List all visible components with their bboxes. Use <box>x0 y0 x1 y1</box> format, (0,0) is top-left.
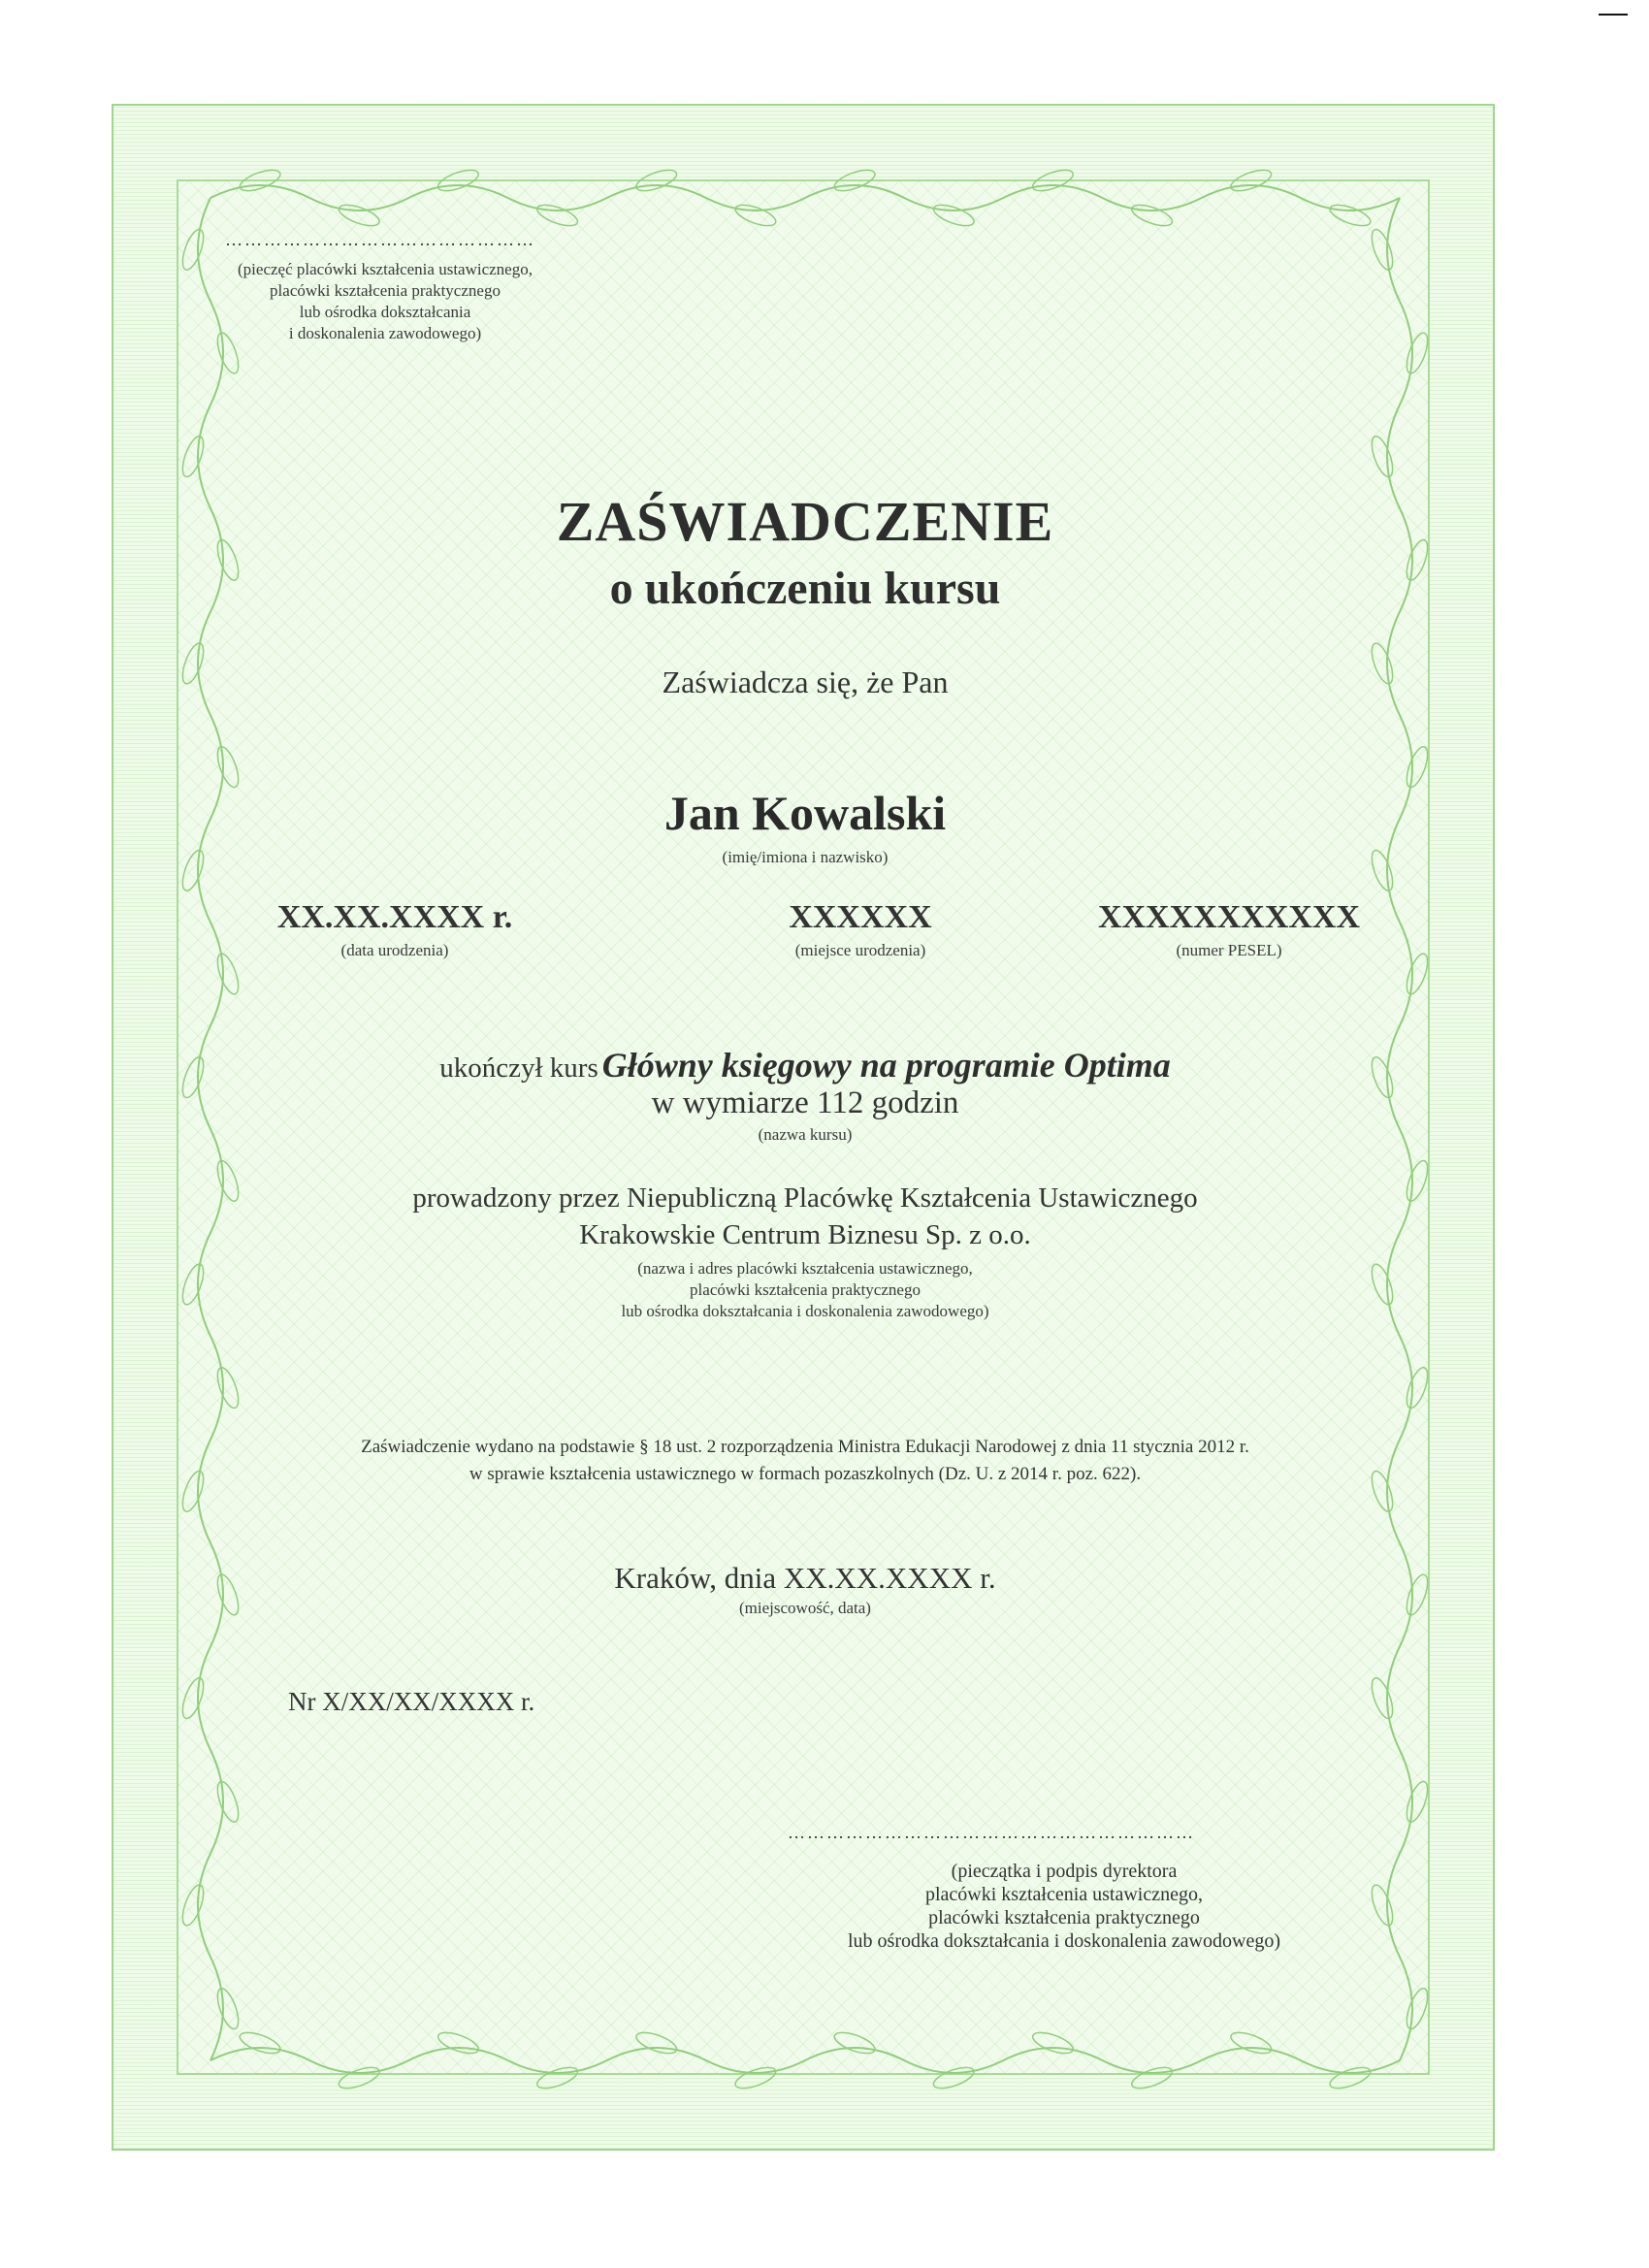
vine-leaf <box>534 2063 580 2092</box>
vine-leaf <box>534 201 580 230</box>
provider-caption: (nazwa i adres placówki kształcenia ustawicznego, placówki kształcenia praktycznego lub ośrodka dokształcania i doskonalenia zawodowego) <box>621 1259 989 1320</box>
vine-leaf <box>436 166 481 195</box>
pesel-number: XXXXXXXXXXX <box>1097 899 1361 935</box>
provider-line-1: prowadzony przez Niepubliczną Placówkę Kształcenia Ustawicznego <box>412 1183 1198 1214</box>
intro-text: Zaświadcza się, że Pan <box>662 664 949 699</box>
vine-path <box>210 2048 1400 2073</box>
course-line <box>113 1045 1497 1085</box>
vine-leaf <box>1403 744 1432 790</box>
certificate <box>112 104 1495 2151</box>
vine-leaf <box>213 1779 242 1825</box>
legal-basis-line-1: Zaświadczenie wydano na podstawie § 18 ust. 2 rozporządzenia Ministra Edukacji Narodowej z dnia 11 stycznia 2012 r. <box>361 1437 1249 1457</box>
vine-leaf <box>733 2063 779 2092</box>
page-title: ZAŚWIADCZENIE <box>556 490 1054 553</box>
vine-leaf <box>178 434 208 479</box>
vine-leaf <box>1129 2063 1175 2092</box>
page-subtitle: o ukończeniu kursu <box>609 563 1001 614</box>
course-hours: w wymiarze 112 godzin <box>651 1085 959 1120</box>
vine-leaf <box>1368 227 1397 273</box>
vine-leaf <box>238 166 283 195</box>
place-date: Kraków, dnia XX.XX.XXXX r. <box>614 1561 996 1595</box>
pesel-caption: (numer PESEL) <box>1176 941 1282 959</box>
person-name: Jan Kowalski <box>663 786 947 840</box>
vine-leaf <box>1403 331 1432 376</box>
provider-line-2: Krakowskie Centrum Biznesu Sp. z o.o. <box>579 1219 1031 1250</box>
corner-mark <box>1599 14 1628 16</box>
vine-leaf <box>733 201 779 230</box>
birth-place: XXXXXX <box>789 899 932 935</box>
vine-leaf <box>1030 2028 1076 2057</box>
vine-leaf <box>1368 434 1397 479</box>
vine-leaf <box>213 1986 242 2031</box>
certificate-number: Nr X/XX/XX/XXXX r. <box>288 1687 535 1716</box>
vine-leaf <box>436 2028 481 2057</box>
vine-leaf <box>213 952 242 997</box>
vine-leaf <box>1129 201 1175 230</box>
vine-leaf <box>931 201 977 230</box>
stamp-dots: ………………………………………… <box>225 230 535 249</box>
vine-leaf <box>1228 2028 1274 2057</box>
vine-leaf <box>832 166 878 195</box>
course-prefix: ukończył kurs <box>439 1053 598 1084</box>
course-caption: (nazwa kursu) <box>758 1125 853 1144</box>
vine-leaf <box>213 1365 242 1410</box>
vine-leaf <box>633 2028 679 2057</box>
vine-leaf <box>1403 1779 1432 1825</box>
person-name-caption: (imię/imiona i nazwisko) <box>722 848 889 866</box>
vine-leaf <box>633 166 679 195</box>
place-date-caption: (miejscowość, data) <box>739 1599 871 1617</box>
vine-leaf <box>238 2028 283 2057</box>
vine-leaf <box>1368 1883 1397 1928</box>
vine-leaf <box>213 744 242 790</box>
course-name: Główny księgowy na programie Optima <box>601 1046 1171 1085</box>
vine-leaf <box>1403 1986 1432 2031</box>
stamp-caption: (pieczęć placówki kształcenia ustawicznego, placówki kształcenia praktycznego lub ośrodka dokształcania i doskonalenia zawodowego) <box>238 260 533 342</box>
vine-leaf <box>1403 1365 1432 1410</box>
vine-leaf <box>1328 2063 1374 2092</box>
vine-leaf <box>832 2028 878 2057</box>
vine-leaf <box>931 2063 977 2092</box>
vine-leaf <box>1228 166 1274 195</box>
vine-path <box>210 185 1400 211</box>
signature-dots: ……………………………………………………… <box>788 1823 1195 1842</box>
vine-leaf <box>178 1675 208 1721</box>
legal-basis-line-2: w sprawie kształcenia ustawicznego w formach pozaszkolnych (Dz. U. z 2014 r. poz. 622). <box>469 1464 1142 1484</box>
vine-leaf <box>178 1883 208 1928</box>
vine-leaf <box>1328 201 1374 230</box>
birth-place-caption: (miejsce urodzenia) <box>794 941 926 959</box>
vine-leaf <box>1368 1675 1397 1721</box>
vine-leaf <box>337 201 382 230</box>
birth-date: XX.XX.XXXX r. <box>276 899 513 935</box>
signature-caption: (pieczątka i podpis dyrektora placówki kształcenia ustawicznego, placówki kształcenia praktycznego lub ośrodka dokształcania i doskonalenia zawodowego) <box>848 1861 1280 1952</box>
vine-leaf <box>178 227 208 273</box>
vine-leaf <box>337 2063 382 2092</box>
birth-date-caption: (data urodzenia) <box>340 941 449 959</box>
vine-leaf <box>1030 166 1076 195</box>
